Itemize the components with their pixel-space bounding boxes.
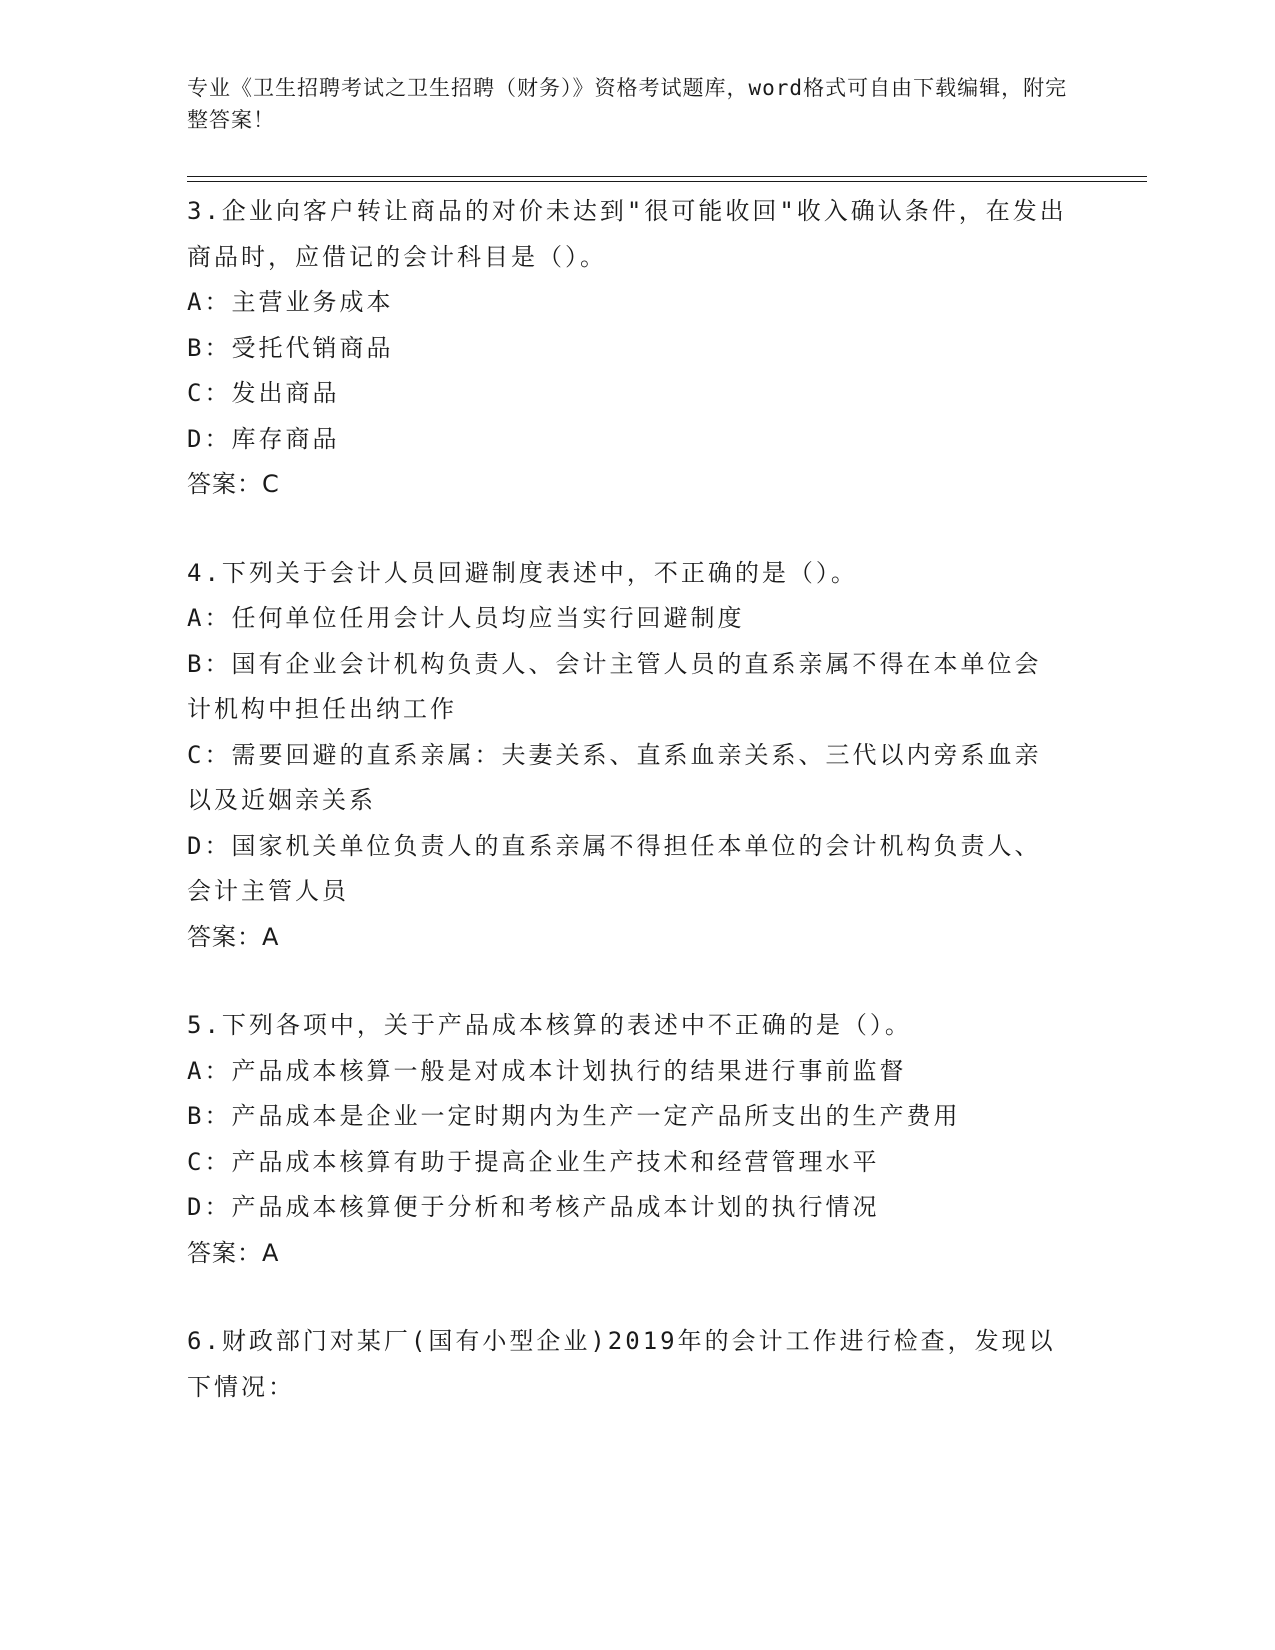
option-d: D：库存商品: [187, 424, 340, 453]
option-c: C：发出商品: [187, 379, 340, 407]
question-6: [187, 1319, 1067, 1410]
document-header: 专业《卫生招聘考试之卫生招聘（财务）》资格考试题库，word格式可自由下载编辑，附完整答案！: [187, 76, 1068, 132]
question-stem: 4.下列关于会计人员回避制度表述中，不正确的是（）。: [187, 558, 858, 587]
question-stem: 5.下列各项中，关于产品成本核算的表述中不正确的是（）。: [187, 1011, 912, 1039]
option-c: C：需要回避的直系亲属：夫妻关系、直系血亲关系、三代以内旁系血亲以及近姻亲关系: [187, 740, 1042, 814]
header-divider: [187, 176, 1147, 182]
question-list: [187, 189, 1067, 1453]
option-b: B：国有企业会计机构负责人、会计主管人员的直系亲属不得在本单位会计机构中担任出纳工作: [187, 649, 1042, 723]
option-d: D：产品成本核算便于分析和考核产品成本计划的执行情况: [187, 1193, 880, 1221]
question-3: [187, 189, 1067, 508]
answer-text: 答案：A: [187, 1238, 280, 1267]
question-stem: 3.企业向客户转让商品的对价未达到"很可能收回"收入确认条件，在发出商品时，应借记的会计科目是（）。: [187, 197, 1067, 271]
option-c: C：产品成本核算有助于提高企业生产技术和经营管理水平: [187, 1147, 880, 1176]
question-4: [187, 551, 1067, 961]
option-b: B：产品成本是企业一定时期内为生产一定产品所支出的生产费用: [187, 1102, 961, 1130]
option-a: A：任何单位任用会计人员均应当实行回避制度: [187, 604, 745, 632]
question-5: [187, 1003, 1067, 1276]
question-stem: 6.财政部门对某厂(国有小型企业)2019年的会计工作进行检查，发现以下情况：: [187, 1327, 1056, 1401]
option-d: D：国家机关单位负责人的直系亲属不得担任本单位的会计机构负责人、会计主管人员: [187, 831, 1042, 905]
option-a: A：主营业务成本: [187, 288, 394, 316]
answer-text: 答案：C: [187, 470, 280, 498]
option-b: B：受托代销商品: [187, 333, 394, 362]
answer-text: 答案：A: [187, 922, 280, 951]
option-a: A：产品成本核算一般是对成本计划执行的结果进行事前监督: [187, 1056, 907, 1085]
